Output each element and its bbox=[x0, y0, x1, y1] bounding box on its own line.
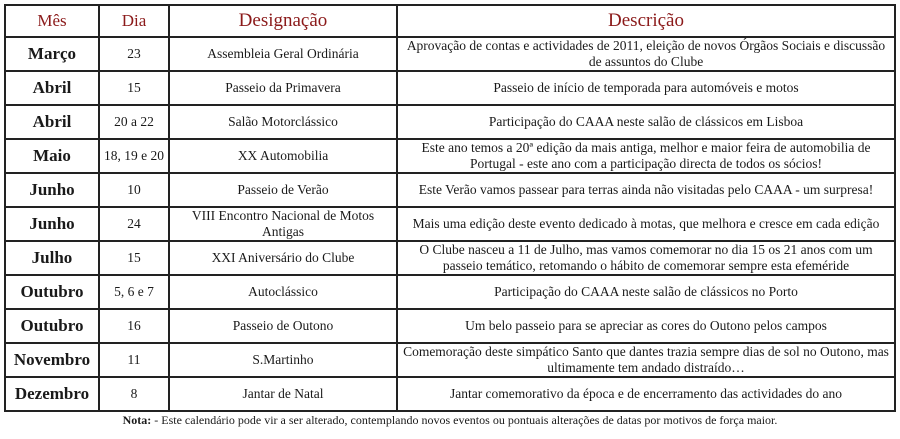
cell-descricao: Este ano temos a 20ª edição da mais antiga, melhor e maior feira de automobilia de Portugal - este ano com a participação directa de todos os sócios! bbox=[397, 139, 895, 173]
cell-designacao: Salão Motorclássico bbox=[169, 105, 397, 139]
table-row bbox=[5, 71, 895, 105]
cell-designacao: Jantar de Natal bbox=[169, 377, 397, 411]
header-dia: Dia bbox=[99, 5, 169, 37]
cell-dia: 11 bbox=[99, 343, 169, 377]
cell-descricao: O Clube nasceu a 11 de Julho, mas vamos comemorar no dia 15 os 21 anos com um passeio temático, retomando o hábito de comemorar sempre esta efeméride bbox=[397, 241, 895, 275]
table-row bbox=[5, 343, 895, 377]
header-designacao: Designação bbox=[169, 5, 397, 37]
cell-dia: 10 bbox=[99, 173, 169, 207]
cell-descricao: Este Verão vamos passear para terras ainda não visitadas pelo CAAA - um surpresa! bbox=[397, 173, 895, 207]
cell-dia: 18, 19 e 20 bbox=[99, 139, 169, 173]
cell-mes: Outubro bbox=[5, 275, 99, 309]
table-row bbox=[5, 275, 895, 309]
cell-descricao: Comemoração deste simpático Santo que dantes trazia sempre dias de sol no Outono, mas ultimamente tem andado distraído… bbox=[397, 343, 895, 377]
cell-dia: 23 bbox=[99, 37, 169, 71]
footnote-text: - Este calendário pode vir a ser alterado, contemplando novos eventos ou pontuais alterações de datas por motivos de força maior. bbox=[151, 413, 778, 427]
cell-descricao: Participação do CAAA neste salão de clássicos em Lisboa bbox=[397, 105, 895, 139]
cell-descricao: Aprovação de contas e actividades de 2011, eleição de novos Órgãos Sociais e discussão de assuntos do Clube bbox=[397, 37, 895, 71]
cell-mes: Junho bbox=[5, 173, 99, 207]
table-row bbox=[5, 377, 895, 411]
cell-designacao: Passeio de Outono bbox=[169, 309, 397, 343]
table-row bbox=[5, 241, 895, 275]
cell-designacao: Passeio da Primavera bbox=[169, 71, 397, 105]
cell-designacao: Autoclássico bbox=[169, 275, 397, 309]
cell-descricao: Jantar comemorativo da época e de encerramento das actividades do ano bbox=[397, 377, 895, 411]
cell-dia: 16 bbox=[99, 309, 169, 343]
cell-mes: Outubro bbox=[5, 309, 99, 343]
cell-dia: 24 bbox=[99, 207, 169, 241]
table-row bbox=[5, 37, 895, 71]
cell-dia: 5, 6 e 7 bbox=[99, 275, 169, 309]
cell-mes: Abril bbox=[5, 105, 99, 139]
table-header-row bbox=[5, 5, 895, 37]
cell-designacao: S.Martinho bbox=[169, 343, 397, 377]
cell-mes: Junho bbox=[5, 207, 99, 241]
cell-designacao: VIII Encontro Nacional de Motos Antigas bbox=[169, 207, 397, 241]
cell-dia: 15 bbox=[99, 71, 169, 105]
cell-designacao: Passeio de Verão bbox=[169, 173, 397, 207]
cell-designacao: XX Automobilia bbox=[169, 139, 397, 173]
events-calendar-table bbox=[4, 4, 896, 412]
footnote bbox=[0, 413, 900, 428]
cell-descricao: Um belo passeio para se apreciar as cores do Outono pelos campos bbox=[397, 309, 895, 343]
header-mes: Mês bbox=[5, 5, 99, 37]
cell-mes: Julho bbox=[5, 241, 99, 275]
cell-dia: 8 bbox=[99, 377, 169, 411]
cell-mes: Maio bbox=[5, 139, 99, 173]
table-row bbox=[5, 309, 895, 343]
cell-descricao: Passeio de início de temporada para automóveis e motos bbox=[397, 71, 895, 105]
cell-mes: Novembro bbox=[5, 343, 99, 377]
cell-dia: 20 a 22 bbox=[99, 105, 169, 139]
cell-descricao: Participação do CAAA neste salão de clássicos no Porto bbox=[397, 275, 895, 309]
footnote-label: Nota: bbox=[122, 413, 152, 427]
cell-designacao: XXI Aniversário do Clube bbox=[169, 241, 397, 275]
table-row bbox=[5, 105, 895, 139]
cell-dia: 15 bbox=[99, 241, 169, 275]
cell-descricao: Mais uma edição deste evento dedicado à motas, que melhora e cresce em cada edição bbox=[397, 207, 895, 241]
header-descricao: Descrição bbox=[397, 5, 895, 37]
table-row bbox=[5, 139, 895, 173]
cell-mes: Abril bbox=[5, 71, 99, 105]
cell-mes: Março bbox=[5, 37, 99, 71]
cell-designacao: Assembleia Geral Ordinária bbox=[169, 37, 397, 71]
cell-mes: Dezembro bbox=[5, 377, 99, 411]
table-row bbox=[5, 173, 895, 207]
table-row bbox=[5, 207, 895, 241]
